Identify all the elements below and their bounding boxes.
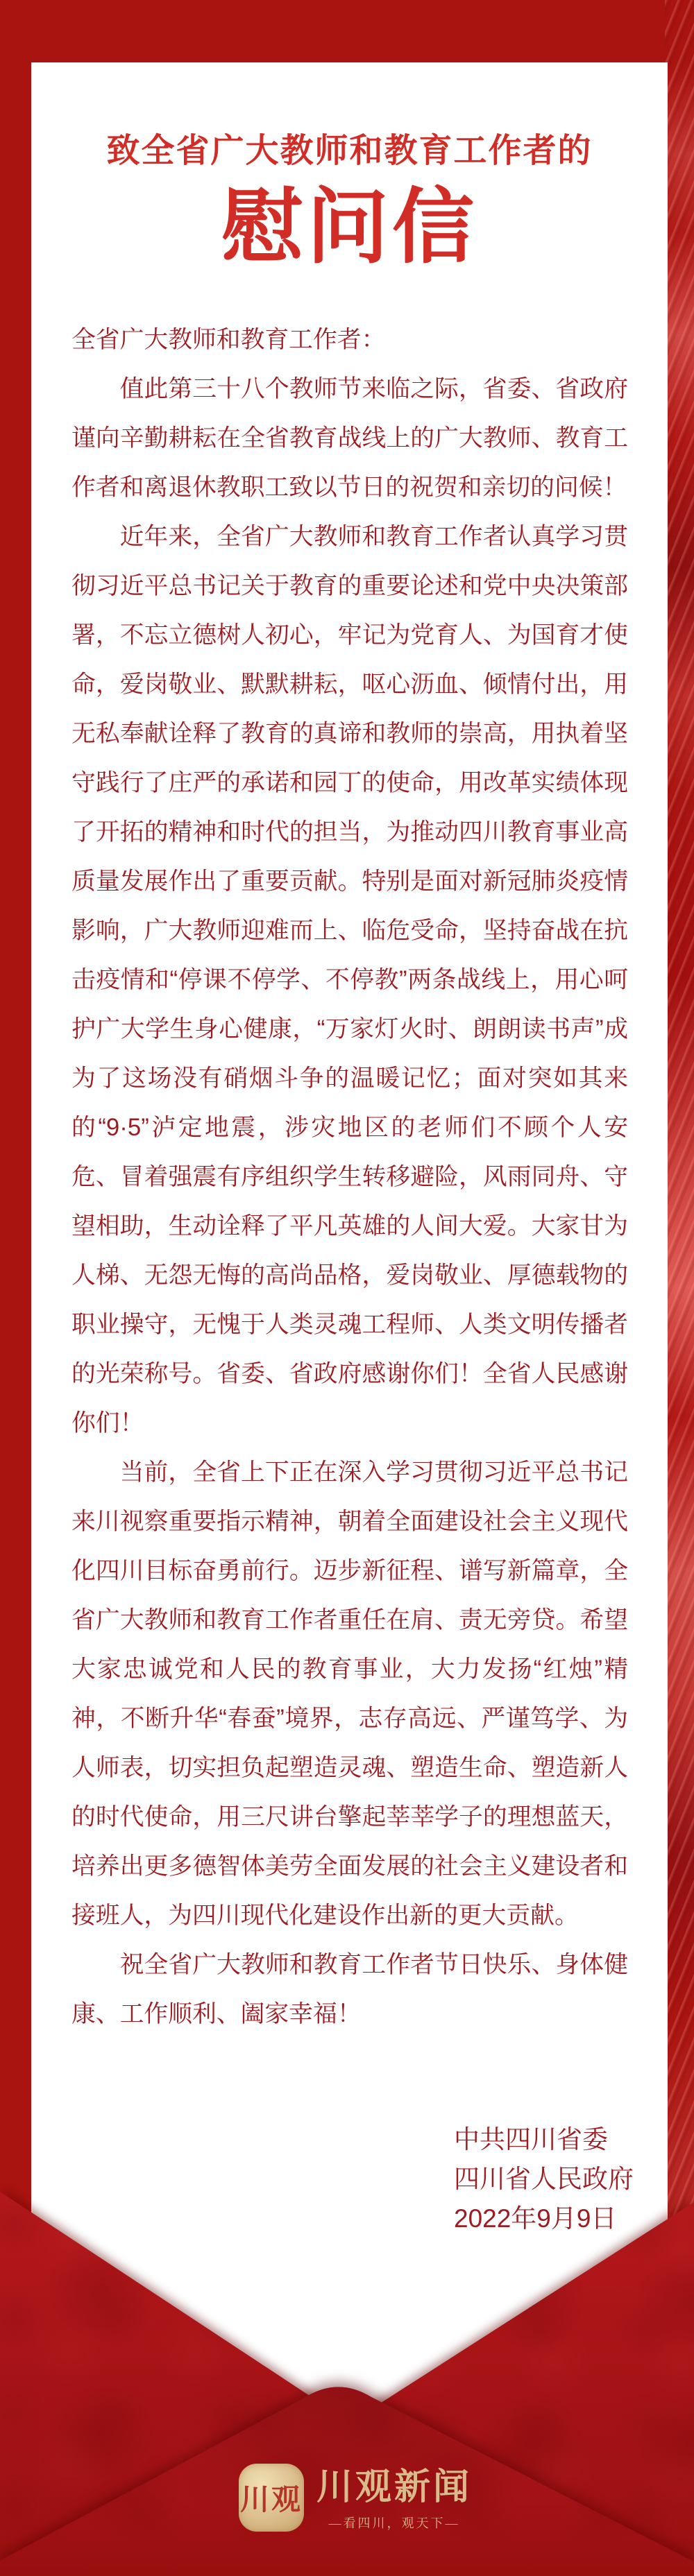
letter-paragraph-2: 近年来，全省广大教师和教育工作者认真学习贯彻习近平总书记关于教育的重要论述和党中央决策部署，不忘立德树人初心，牢记为党育人、为国育才使命，爱岗敬业、默默耕耘，呕心沥血、倾情付出，用无私奉献诠释了教育的真谛和教师的崇高，用执着坚守践行了庄严的承诺和园丁的使命，用改革实绩体现了开拓的精神和时代的担当，为推动四川教育事业高质量发展作出了重要贡献。特别是面对新冠肺炎疫情影响，广大教师迎难而上、临危受命，坚持奋战在抗击疫情和“停课不停学、不停教”两条战线上，用心呵护广大学生身心健康，“万家灯火时、朗朗读书声”成为了这场没有硝烟斗争的温暖记忆；面对突如其来的“9·5”泸定地震，涉灾地区的老师们不顾个人安危、冒着强震有序组织学生转移避险，风雨同舟、守望相助，生动诠释了平凡英雄的人间大爱。大家甘为人梯、无怨无悔的高尚品格，爱岗敬业、厚德载物的职业操守，无愧于人类灵魂工程师、人类文明传播者的光荣称号。省委、省政府感谢你们！全省人民感谢你们！: [71, 523, 628, 1436]
silk-sheen-texture: [665, 0, 694, 2576]
letter-paragraph-1: 值此第三十八个教师节来临之际，省委、省政府谨向辛勤耕耘在全省教育战线上的广大教师、教育工作者和离退休教职工致以节日的祝贺和亲切的问候！: [71, 375, 628, 501]
brand-text: [316, 2464, 472, 2532]
letter-body: [71, 315, 628, 2038]
letter-paragraph-4: 祝全省广大教师和教育工作者节日快乐、身体健康、工作顺利、阖家幸福！: [71, 1951, 628, 2027]
letter-salutation: 全省广大教师和教育工作者：: [71, 326, 386, 353]
brand-name: 川观新闻: [316, 2468, 473, 2507]
chuanguan-app-icon: [239, 2464, 304, 2532]
signature-date: 2022年9月9日: [454, 2204, 617, 2233]
brand-tagline: —看四川，观天下—: [328, 2516, 460, 2530]
signature-org-government: 四川省人民政府: [454, 2165, 634, 2193]
brand-logo: [239, 2464, 472, 2532]
letter-title-main: 慰问信: [221, 182, 477, 273]
chuanguan-app-icon-text: 川观: [239, 2484, 303, 2516]
letter-title-line: 致全省广大教师和教育工作者的: [106, 132, 593, 169]
signature-org-party: 中共四川省委: [454, 2125, 608, 2154]
letter-paragraph-3: 当前，全省上下正在深入学习贯彻习近平总书记来川视察重要指示精神，朝着全面建设社会主义现代化四川目标奋勇前行。迈步新征程、谱写新篇章，全省广大教师和教育工作者重任在肩、责无旁贷。希望大家忠诚党和人民的教育事业，大力发扬“红烛”精神，不断升华“春蚕”境界，志存高远、严谨笃学、为人师表，切实担负起塑造灵魂、塑造生命、塑造新人的时代使命，用三尺讲台擎起莘莘学子的理想蓝天，培养出更多德智体美劳全面发展的社会主义建设者和接班人，为四川现代化建设作出新的更大贡献。: [71, 1459, 628, 1929]
